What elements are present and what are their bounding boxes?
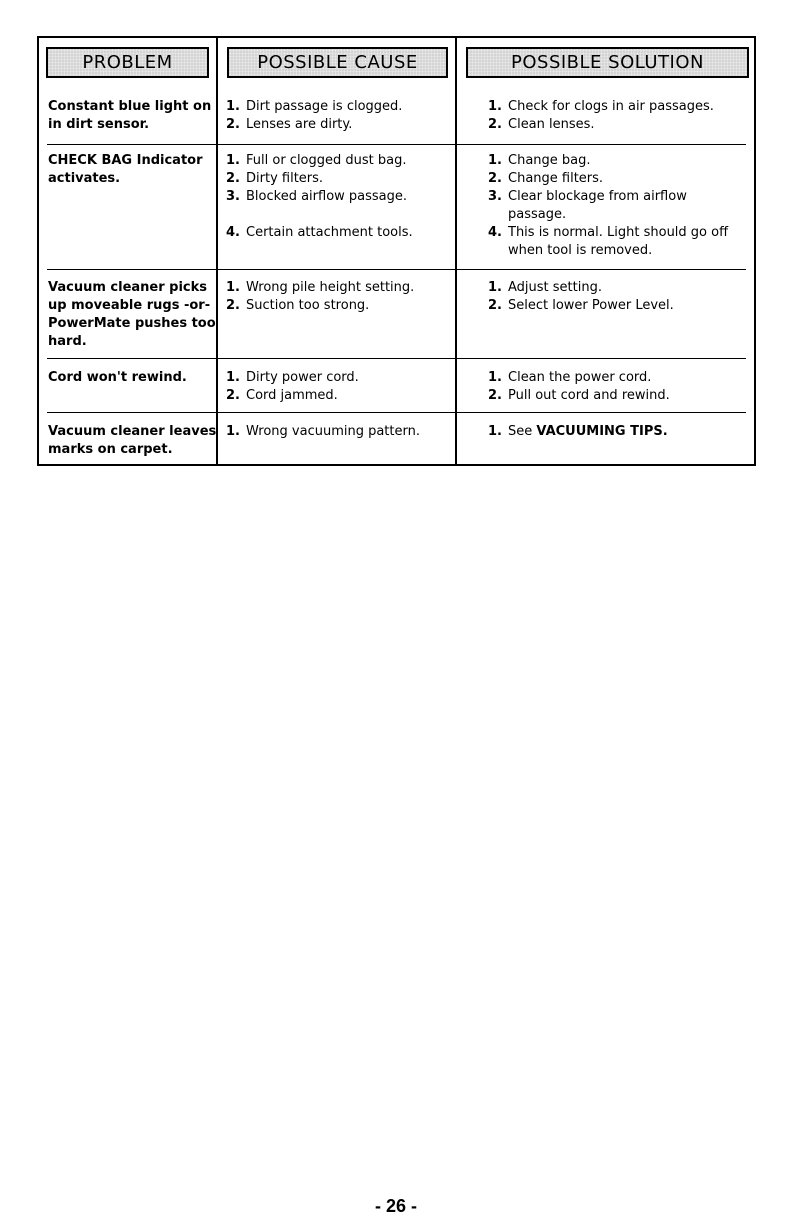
cause-text: Wrong pile height setting. [246,280,415,295]
problem-line: activates. [48,171,121,186]
problem-line: in dirt sensor. [48,117,150,132]
problem-cell [48,152,203,188]
cause-text: Lenses are dirty. [246,117,353,132]
solution-item [488,116,595,134]
problem-line: Constant blue light on [48,99,212,114]
cause-number: 2. [226,171,240,186]
problem-line: hard. [48,334,87,349]
solution-item [488,152,591,170]
page-number: - 26 - [374,1196,417,1216]
solution-prefix: See [508,424,537,439]
solution-text: Check for clogs in air passages. [508,99,714,114]
solution-number: 4. [488,225,502,240]
cause-text: Dirt passage is clogged. [246,99,403,114]
solution-item [488,279,602,297]
solution-text [508,188,687,224]
solution-text-line: This is normal. Light should go off [508,225,729,240]
row-divider-2 [47,269,746,270]
solution-item [488,297,674,315]
cause-item [226,116,352,134]
cause-text: Dirty filters. [246,171,324,186]
header-possible-solution [466,47,749,78]
cause-item [226,224,413,242]
solution-text: Clean lenses. [508,117,595,132]
cause-text: Dirty power cord. [246,370,359,385]
cause-number: 1. [226,99,240,114]
solution-text-line: Clear blockage from airflow [508,189,687,204]
cause-text: Certain attachment tools. [246,225,413,240]
problem-line: Cord won't rewind. [48,370,187,385]
cause-item [226,297,369,315]
solution-text [508,224,728,260]
problem-cell [48,423,216,459]
column-divider-1 [216,38,218,464]
problem-line: Vacuum cleaner picks [48,280,208,295]
solution-number: 1. [488,280,502,295]
solution-number: 1. [488,153,502,168]
problem-line: PowerMate pushes too [48,316,216,331]
cause-number: 1. [226,370,240,385]
row-divider-3 [47,358,746,359]
problem-cell [48,98,211,134]
header-possible-cause [227,47,448,78]
cause-number: 2. [226,117,240,132]
cause-item [226,98,402,116]
solution-item [488,170,603,188]
solution-text: Pull out cord and rewind. [508,388,670,403]
cause-text: Suction too strong. [246,298,370,313]
cause-text: Full or clogged dust bag. [246,153,407,168]
problem-cell [48,279,216,351]
cause-number: 3. [226,189,240,204]
cause-item [226,369,359,387]
cause-item [226,152,407,170]
row-divider-1 [47,144,746,145]
cause-number: 4. [226,225,240,240]
solution-text: Select lower Power Level. [508,298,674,313]
row-divider-4 [47,412,746,413]
solution-item [488,387,670,405]
solution-number: 1. [488,424,502,439]
solution-text: Change filters. [508,171,604,186]
solution-item [488,98,714,116]
solution-item [488,423,668,441]
solution-text-line: passage. [508,207,567,222]
problem-line: up moveable rugs -or- [48,298,211,313]
cause-number: 1. [226,424,240,439]
header-solution-label: POSSIBLE SOLUTION [511,52,704,73]
header-cause-label: POSSIBLE CAUSE [257,52,418,73]
cause-item [226,170,323,188]
solution-item [488,369,651,387]
cause-number: 1. [226,153,240,168]
solution-number: 2. [488,388,502,403]
solution-number: 2. [488,171,502,186]
cause-item [226,423,420,441]
solution-number: 1. [488,99,502,114]
vacuuming-tips-reference: VACUUMING TIPS. [536,424,668,439]
solution-number: 1. [488,370,502,385]
problem-line: CHECK BAG Indicator [48,153,203,168]
cause-item [226,188,407,206]
troubleshooting-table [37,36,756,466]
solution-number: 2. [488,117,502,132]
cause-number: 2. [226,298,240,313]
solution-number: 3. [488,189,502,204]
solution-text: Clean the power cord. [508,370,652,385]
header-problem [46,47,209,78]
cause-item [226,387,338,405]
cause-item [226,279,414,297]
header-problem-label: PROBLEM [82,52,173,73]
solution-item [488,188,687,224]
cause-number: 1. [226,280,240,295]
solution-text: Change bag. [508,153,591,168]
solution-text: Adjust setting. [508,280,602,295]
cause-text: Blocked airflow passage. [246,189,408,204]
solution-text-line: when tool is removed. [508,243,653,258]
problem-line: marks on carpet. [48,442,173,457]
solution-item [488,224,728,260]
cause-number: 2. [226,388,240,403]
column-divider-2 [455,38,457,464]
solution-number: 2. [488,298,502,313]
cause-text: Cord jammed. [246,388,338,403]
problem-line: Vacuum cleaner leaves [48,424,217,439]
cause-text: Wrong vacuuming pattern. [246,424,420,439]
problem-cell [48,369,187,387]
solution-text [508,423,668,441]
